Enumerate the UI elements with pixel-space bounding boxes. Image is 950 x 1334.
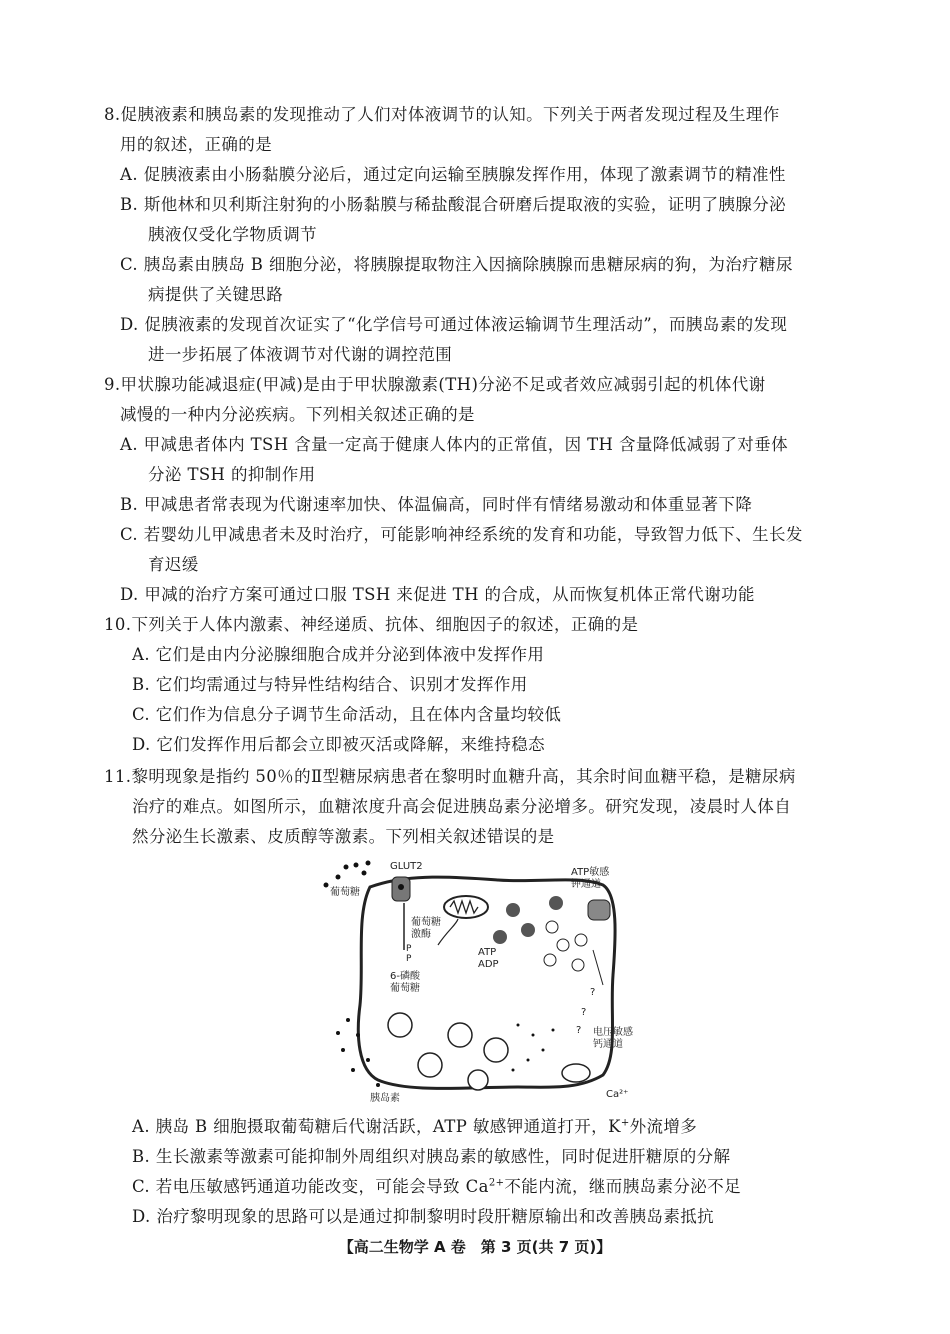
phosphate-label-2: P xyxy=(406,954,412,964)
katp-label-1: ATP敏感 xyxy=(571,867,610,878)
q8-option-c-line2: 病提供了关键思路 xyxy=(148,285,284,304)
question-mark-1: ? xyxy=(590,987,596,998)
q10-option-c: C. 它们作为信息分子调节生命活动，且在体内含量均较低 xyxy=(132,705,562,724)
q9-option-c-line2: 育迟缓 xyxy=(148,555,199,574)
calcium-label: Ca²⁺ xyxy=(606,1089,629,1100)
insulin-granules xyxy=(388,1013,508,1090)
hexokinase-label-1: 葡萄糖 xyxy=(411,917,441,928)
katp-channel xyxy=(588,900,610,920)
q11-option-a: A. 胰岛 B 细胞摄取葡萄糖后代谢活跃，ATP 敏感钾通道打开，K+外流增多 xyxy=(132,1117,698,1136)
q8-option-c-line1: C. 胰岛素由胰岛 B 细胞分泌，将胰腺提取物注入因摘除胰腺而患糖尿病的狗，为治疗糖尿 xyxy=(120,255,793,274)
q8-option-b-line1: B. 斯他林和贝利斯注射狗的小肠黏膜与稀盐酸混合研磨后提取液的实验，证明了胰腺分泌 xyxy=(120,195,787,214)
g6p-label-1: 6-磷酸 xyxy=(390,971,420,982)
atp-label: ATP xyxy=(478,947,497,958)
question-mark-2: ? xyxy=(581,1007,587,1018)
q11-stem-line1: 11.黎明现象是指约 50％的Ⅱ型糖尿病患者在黎明时血糖升高，其余时间血糖平稳，是糖尿病 xyxy=(104,767,796,786)
q10-option-a: A. 它们是由内分泌腺细胞合成并分泌到体液中发挥作用 xyxy=(132,645,545,664)
q8-stem-line1: 8.促胰液素和胰岛素的发现推动了人们对体液调节的认知。下列关于两者发现过程及生理作 xyxy=(104,105,780,124)
question-mark-3: ? xyxy=(576,1025,582,1036)
glucose-dots xyxy=(324,861,371,888)
q8-option-d-line2: 进一步拓展了体液调节对代谢的调控范围 xyxy=(148,345,453,364)
adp-label: ADP xyxy=(478,959,499,970)
hexokinase-label-2: 激酶 xyxy=(411,929,431,940)
glucose-label: 葡萄糖 xyxy=(330,887,360,898)
q8-option-d-line1: D. 促胰液素的发现首次证实了“化学信号可通过体液运输调节生理活动”，而胰岛素的发现 xyxy=(120,315,788,334)
q9-option-d: D. 甲减的治疗方案可通过口服 TSH 来促进 TH 的合成，从而恢复机体正常代谢功能 xyxy=(120,585,755,604)
q8-option-a: A. 促胰液素由小肠黏膜分泌后，通过定向运输至胰腺发挥作用，体现了激素调节的精准性 xyxy=(120,165,786,184)
q11-stem-line2: 治疗的难点。如图所示，血糖浓度升高会促进胰岛素分泌增多。研究发现，凌晨时人体自 xyxy=(132,797,792,816)
q11-option-d: D. 治疗黎明现象的思路可以是通过抑制黎明时段肝糖原输出和改善胰岛素抵抗 xyxy=(132,1207,715,1226)
q9-option-b: B. 甲减患者常表现为代谢速率加快、体温偏高，同时伴有情绪易激动和体重显著下降 xyxy=(120,495,753,514)
page-footer: 【高二生物学 A 卷 第 3 页(共 7 页)】 xyxy=(338,1238,612,1256)
glut2-label: GLUT2 xyxy=(390,861,423,872)
q9-stem-line1: 9.甲状腺功能减退症(甲减)是由于甲状腺激素(TH)分泌不足或者效应减弱引起的机体代谢 xyxy=(104,375,766,394)
q10-option-b: B. 它们均需通过与特异性结构结合、识别才发挥作用 xyxy=(132,675,528,694)
q9-option-a-line2: 分泌 TSH 的抑制作用 xyxy=(148,465,316,484)
k-ions xyxy=(544,921,587,971)
q9-option-a-line1: A. 甲减患者体内 TSH 含量一定高于健康人体内的正常值，因 TH 含量降低减弱了对垂体 xyxy=(120,435,788,454)
katp-label-2: 钾通道 xyxy=(571,879,601,890)
vgcc-channel xyxy=(562,1064,590,1082)
vgcc-label-2: 钙通道 xyxy=(593,1039,623,1050)
q11-stem-line3: 然分泌生长激素、皮质醇等激素。下列相关叙述错误的是 xyxy=(132,827,555,846)
insulin-dots xyxy=(336,1018,555,1087)
g6p-label-2: 葡萄糖 xyxy=(390,983,420,994)
beta-cell-diagram xyxy=(318,855,648,1105)
q8-option-b-line2: 胰液仅受化学物质调节 xyxy=(148,225,317,244)
insulin-label: 胰岛素 xyxy=(370,1093,400,1104)
q8-stem-line2: 用的叙述，正确的是 xyxy=(120,135,273,154)
q11-option-c: C. 若电压敏感钙通道功能改变，可能会导致 $Ca^{2+}$不能内流，继而胰岛素分泌不足 xyxy=(132,1177,741,1196)
vgcc-label-1: 电压敏感 xyxy=(593,1027,633,1038)
q10-stem: 10.下列关于人体内激素、神经递质、抗体、细胞因子的叙述，正确的是 xyxy=(104,615,639,634)
q10-option-d: D. 它们发挥作用后都会立即被灭活或降解，来维持稳态 xyxy=(132,735,546,754)
q11-option-b: B. 生长激素等激素可能抑制外周组织对胰岛素的敏感性，同时促进肝糖原的分解 xyxy=(132,1147,731,1166)
phosphate-label-1: P xyxy=(406,944,412,954)
q9-stem-line2: 减慢的一种内分泌疾病。下列相关叙述正确的是 xyxy=(120,405,475,424)
q9-option-c-line1: C. 若婴幼儿甲减患者未及时治疗，可能影响神经系统的发育和功能，导致智力低下、生长发 xyxy=(120,525,803,544)
atp-bursts xyxy=(493,896,563,944)
